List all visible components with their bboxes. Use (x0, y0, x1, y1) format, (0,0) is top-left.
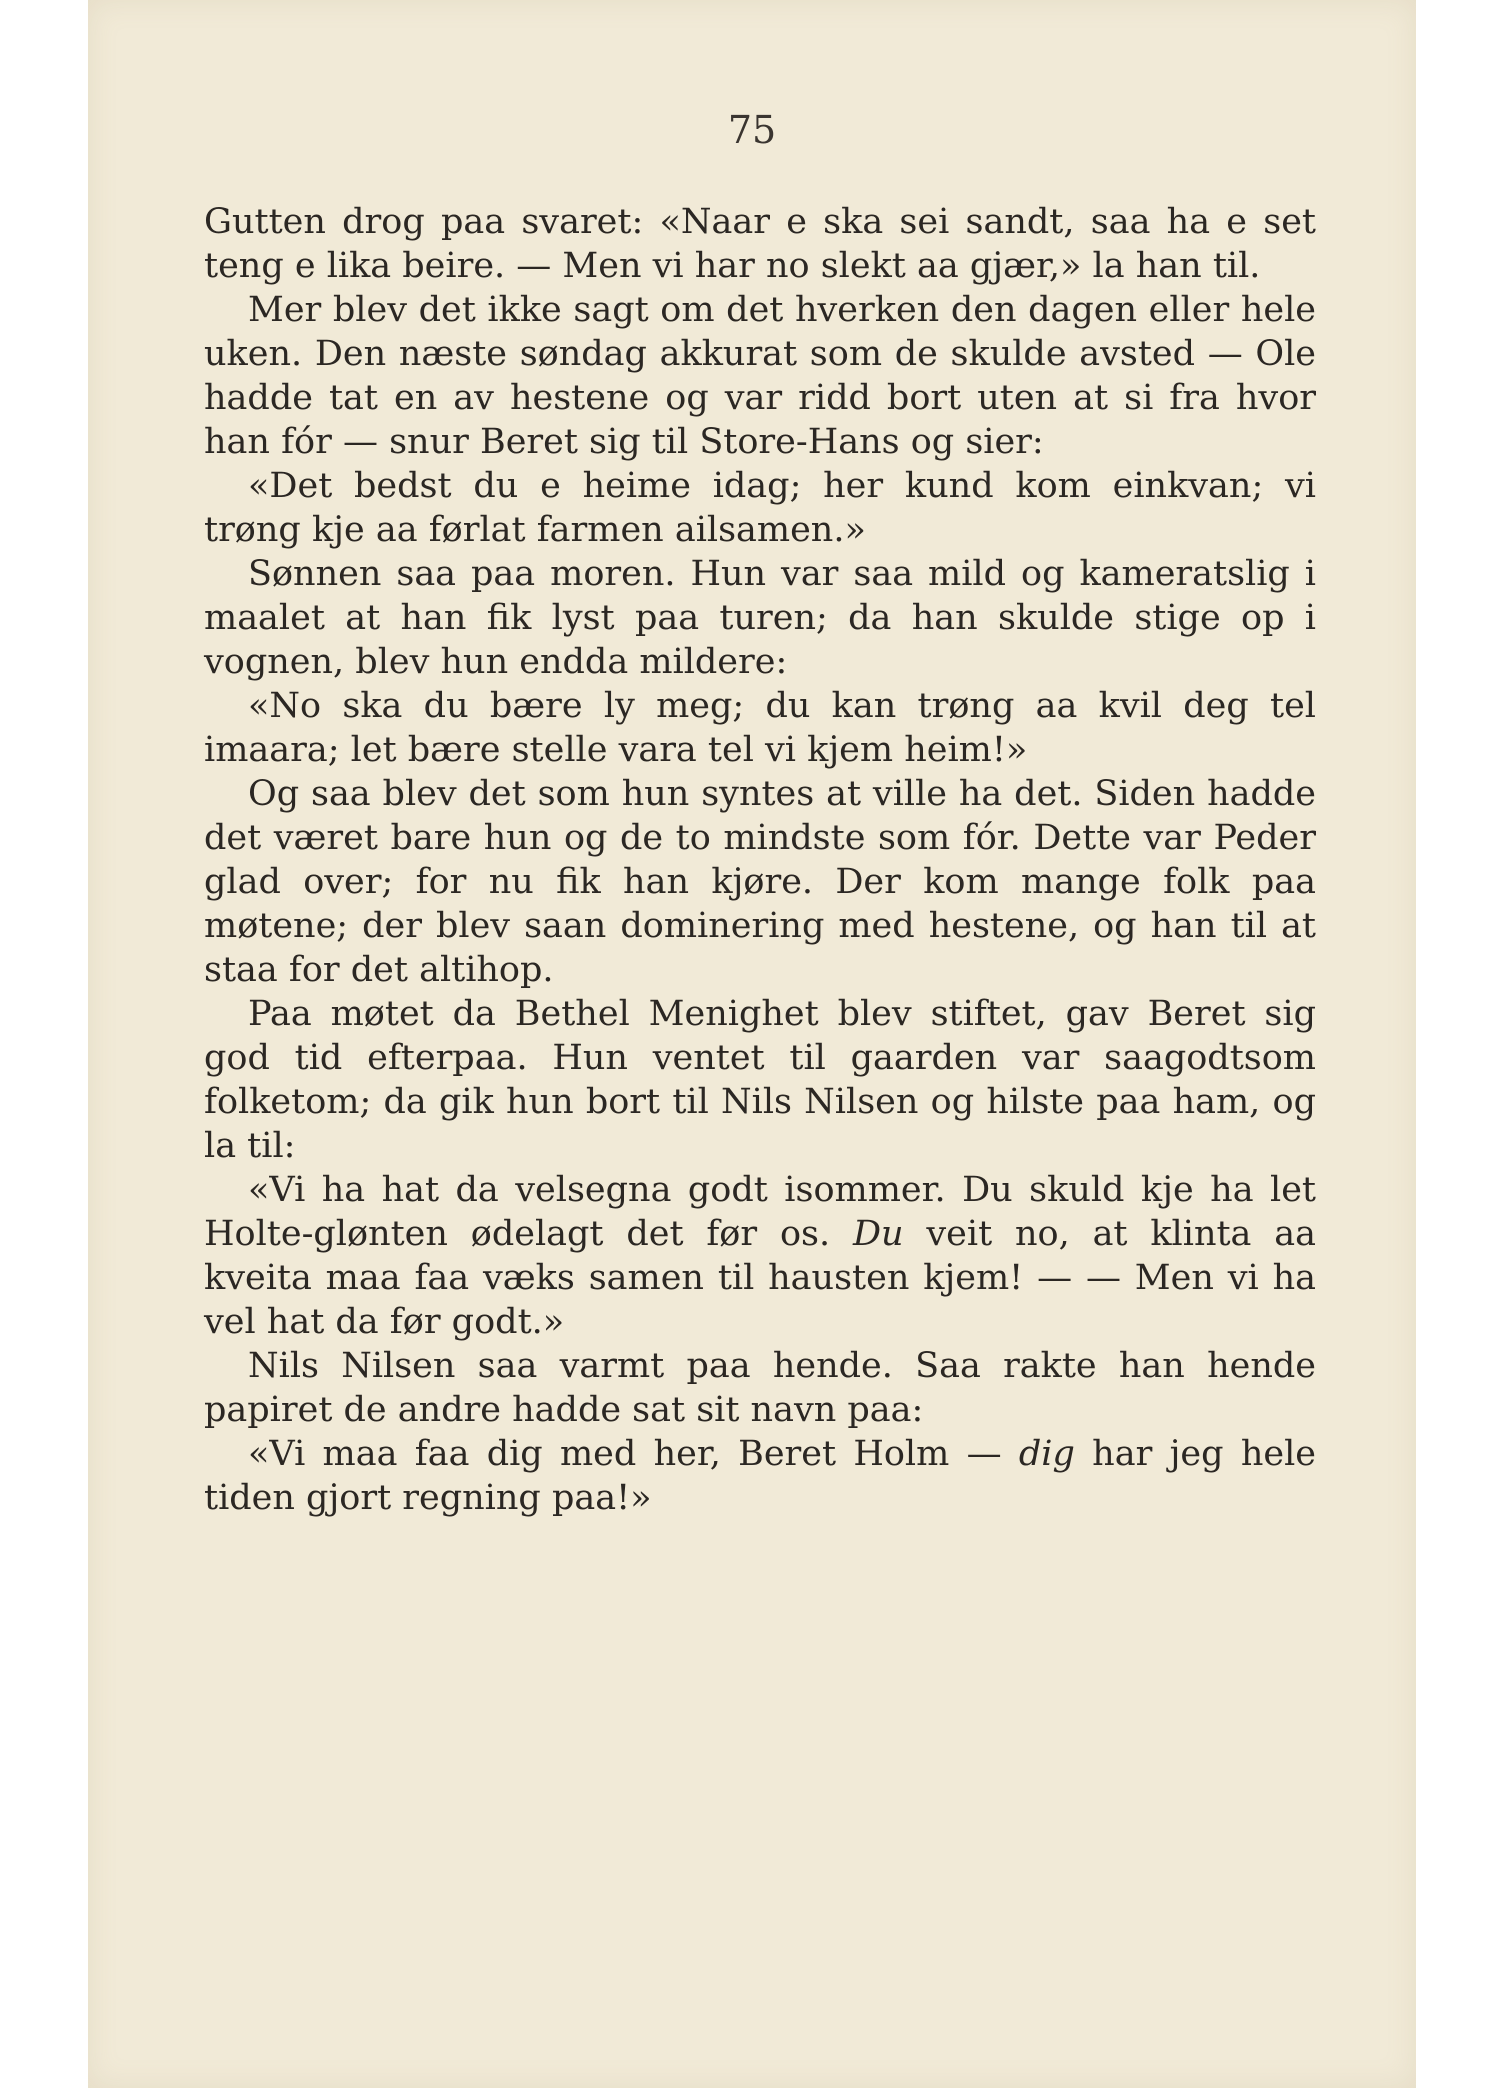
paragraph-text: veit no, at klinta aa kveita maa faa væks samen til hausten kjem! — — Men vi ha vel hat da før godt.» (204, 1214, 1316, 1342)
paragraph (204, 1168, 1316, 1344)
paragraph-text: «No ska du bære ly meg; du kan trøng aa kvil deg tel imaara; let bære stelle vara tel vi kjem heim!» (204, 686, 1316, 770)
book-page (88, 0, 1416, 2088)
paragraph (204, 200, 1316, 288)
paragraph (204, 1432, 1316, 1520)
italic-emphasis: Du (852, 1214, 904, 1254)
paragraph (204, 992, 1316, 1168)
italic-emphasis: dig (1018, 1434, 1075, 1474)
paragraph (204, 552, 1316, 684)
paragraph-text: Gutten drog paa svaret: «Naar e ska sei sandt, saa ha e set teng e lika beire. — Men vi har no slekt aa gjær,» la han til. (204, 202, 1316, 286)
paragraph-text: «Vi ha hat da velsegna godt isommer. Du skuld kje ha let Holte-glønten ødelagt det før os. (204, 1170, 1316, 1254)
paragraph-text: «Vi maa faa dig med her, Beret Holm — (248, 1434, 1019, 1474)
paragraph-text: Paa møtet da Bethel Menighet blev stiftet, gav Beret sig god tid efterpaa. Hun ventet til gaarden var saagodtsom folketom; da gik hun bort til Nils Nilsen og hilste paa ham, og la til: (204, 994, 1316, 1166)
paragraph-text: Sønnen saa paa moren. Hun var saa mild og kameratslig i maalet at han fik lyst paa turen; da han skulde stige op i vognen, blev hun endda mildere: (204, 554, 1316, 682)
body-text (204, 200, 1316, 1520)
paragraph-text: Mer blev det ikke sagt om det hverken den dagen eller hele uken. Den næste søndag akkurat som de skulde avsted — Ole hadde tat en av hestene og var ridd bort uten at si fra hvor han fór — snur Beret sig til Store-Hans og sier: (204, 290, 1316, 462)
paragraph (204, 772, 1316, 992)
paragraph-text: Nils Nilsen saa varmt paa hende. Saa rakte han hende papiret de andre hadde sat sit navn paa: (204, 1346, 1316, 1430)
paragraph (204, 684, 1316, 772)
paragraph (204, 288, 1316, 464)
paragraph (204, 1344, 1316, 1432)
paragraph-text: Og saa blev det som hun syntes at ville ha det. Siden hadde det været bare hun og de to mindste som fór. Dette var Peder glad over; for nu fik han kjøre. Der kom mange folk paa møtene; der blev saan dominering med hestene, og han til at staa for det altihop. (204, 774, 1316, 990)
paragraph-text: «Det bedst du e heime idag; her kund kom einkvan; vi trøng kje aa førlat farmen ailsamen.» (204, 466, 1316, 550)
page-number: 75 (727, 108, 777, 152)
paragraph (204, 464, 1316, 552)
paragraph-text: har jeg hele tiden gjort regning paa!» (204, 1434, 1316, 1518)
